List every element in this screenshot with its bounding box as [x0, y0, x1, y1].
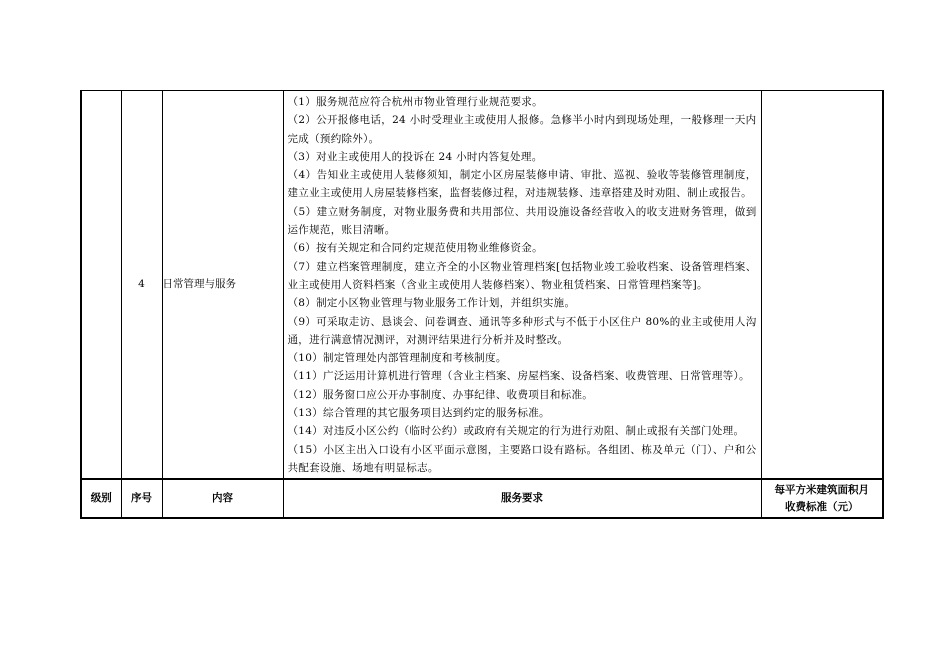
requirement-item: （11）广泛运用计算机进行管理（含业主档案、房屋档案、设备档案、收费管理、日常管理等）。 [287, 370, 750, 383]
seq-cell: 4 [121, 91, 162, 480]
requirement-item: （7）建立档案管理制度，建立齐全的小区物业管理档案[包括物业竣工验收档案、设备管理档案、业主或使用人资料档案（含业主或使用人装修档案）、物业租赁档案、日常管理档案等]。 [287, 260, 757, 291]
requirement-item: （6）按有关规定和合同约定规范使用物业维修资金。 [287, 242, 543, 255]
requirement-item: （5）建立财务制度，对物业服务费和共用部位、共用设施设备经营收入的收支进财务管理，做到运作规范，账目清晰。 [287, 205, 757, 237]
header-content: 内容 [162, 479, 283, 518]
table-row [81, 91, 883, 480]
header-requirements: 服务要求 [283, 479, 761, 518]
requirement-item: （15）小区主出入口设有小区平面示意图，主要路口设有路标。各组团、栋及单元（门）、户和公共配套设施、场地有明显标志。 [287, 443, 757, 474]
header-level: 级别 [81, 479, 121, 518]
level-cell [81, 91, 121, 480]
requirement-item: （1）服务规范应符合杭州市物业管理行业规范要求。 [287, 96, 543, 108]
requirements-cell [283, 91, 761, 480]
requirement-item: （3）对业主或使用人的投诉在 24 小时内答复处理。 [287, 150, 543, 163]
header-seq: 序号 [121, 479, 162, 518]
header-fee-line1: 每平方米建筑面积月 [774, 483, 869, 496]
requirement-item: （4）告知业主或使用人装修须知，制定小区房屋装修申请、审批、巡视、验收等装修管理制度，建立业主或使用人房屋装修档案，监督装修过程，对违规装修、违章搭建及时劝阻、制止或报告。 [287, 169, 757, 200]
header-fee-line2: 收费标准（元） [785, 500, 859, 513]
requirement-item: （10）制定管理处内部管理制度和考核制度。 [287, 352, 507, 365]
header-fee [761, 479, 883, 518]
fee-cell [761, 91, 883, 480]
requirement-item: （12）服务窗口应公开办事制度、办事纪律、收费项目和标准。 [287, 388, 594, 401]
requirement-item: （9）可采取走访、恳谈会、问卷调查、通讯等多种形式与不低于小区住户 80%的业主或使用人沟通，进行满意情况测评，对测评结果进行分析并及时整改。 [287, 315, 757, 346]
requirement-item: （2）公开报修电话，24 小时受理业主或使用人报修。急修半小时内到现场处理，一般修理一天内完成（预约除外）。 [287, 114, 757, 145]
requirement-item: （13）综合管理的其它服务项目达到约定的服务标准。 [287, 407, 550, 420]
requirement-item: （14）对违反小区公约（临时公约）或政府有关规定的行为进行劝阻、制止或报有关部门处理。 [287, 425, 745, 438]
content-cell: 日常管理与服务 [162, 91, 283, 480]
service-standard-table [80, 90, 884, 519]
requirement-item: （8）制定小区物业管理与物业服务工作计划，并组织实施。 [287, 297, 576, 310]
table-header-row [81, 479, 883, 518]
